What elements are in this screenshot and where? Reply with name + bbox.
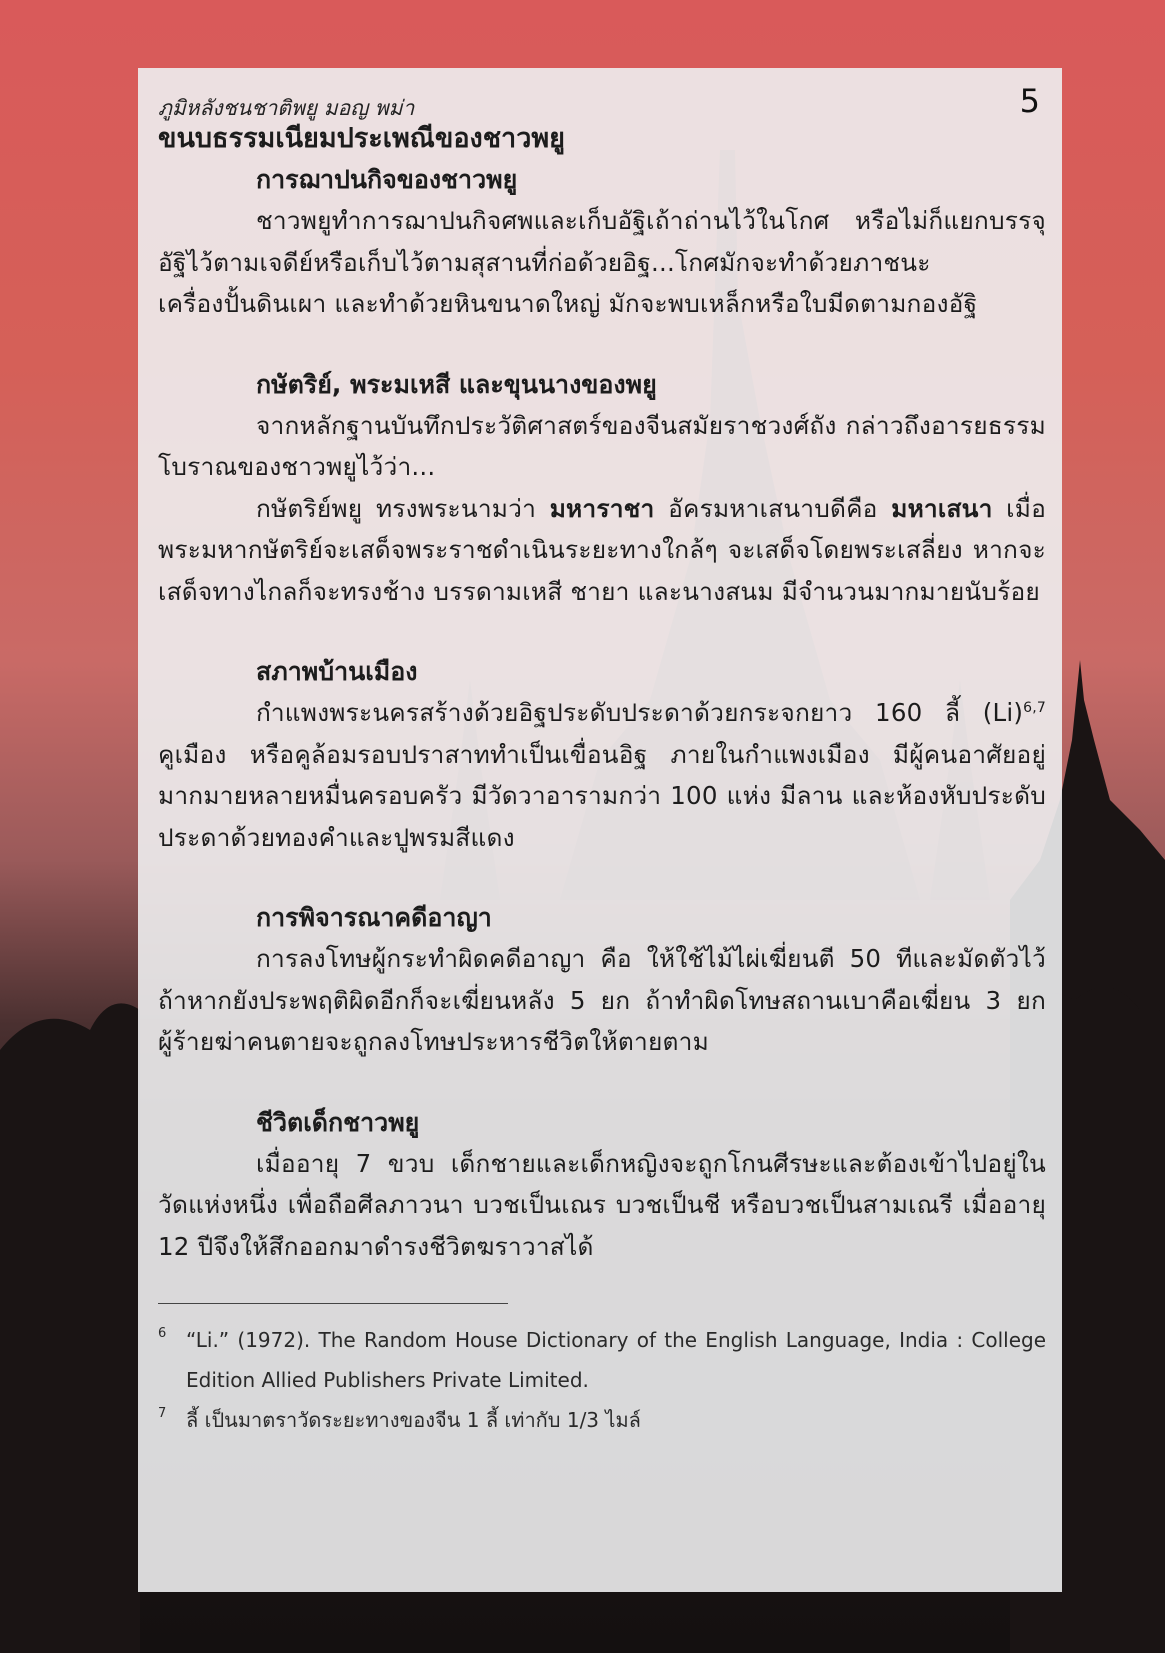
section-title-city: สภาพบ้านเมือง: [256, 657, 418, 686]
page-number: 5: [1019, 82, 1040, 120]
section-title-childhood: ชีวิตเด็กชาวพยู: [256, 1107, 420, 1137]
paragraph-royalty-titles: กษัตริย์พยู ทรงพระนามว่า มหาราชา อัครมหาเสนาบดีคือ มหาเสนา เมื่อพระมหากษัตริย์จะเสด็จพระราชดำเนินระยะทางใกล้ๆ จะเสด็จโดยพระเสลี่ยง หากจะเสด็จทางไกลก็จะทรงช้าง บรรดามเหสี ชายา และนางสนม มีจำนวนมากมายนับร้อย: [158, 493, 1046, 606]
footnote-7: [158, 1400, 1046, 1440]
footnote-6: [158, 1320, 1046, 1400]
paragraph-childhood: เมื่ออายุ 7 ขวบ เด็กชายและเด็กหญิงจะถูกโกนศีรษะและต้องเข้าไปอยู่ในวัดแห่งหนึ่ง เพื่อถือศีลภาวนา บวชเป็นเณร บวชเป็นชี หรือบวชเป็นสามเณรี เมื่ออายุ 12 ปีจึงให้สึกออกมาดำรงชีวิตฆราวาสได้: [158, 1148, 1046, 1261]
running-header: [158, 78, 1046, 118]
section-title-cremation: การฌาปนกิจของชาวพยู: [256, 165, 518, 194]
running-title: ภูมิหลังชนชาติพยู มอญ พม่า: [158, 96, 415, 120]
footnote-ref-6-7: 6,7: [1023, 699, 1046, 716]
footnote-mark: 6: [158, 1326, 167, 1341]
paragraph-city: กำแพงพระนครสร้างด้วยอิฐประดับประดาด้วยกระจกยาว 160 ลี้ $(Li)^{6,7}$ คูเมือง หรือคูล้อมรอบปราสาททำเป็นเขื่อนอิฐ ภายในกำแพงเมือง มีผู้คนอาศัยอยู่มากมายหลายหมื่นครอบครัว มีวัดวาอารามกว่า 100 แห่ง มีลาน และห้องหับประดับประดาด้วยทองคำและปูพรมสีแดง: [158, 698, 1046, 852]
chapter-title: ขนบธรรมเนียมประเพณีของชาวพยู: [158, 123, 565, 154]
term-maharaja: มหาราชา: [549, 493, 655, 523]
footnote-text: ลี้ เป็นมาตราวัดระยะทางของจีน 1 ลี้ เท่ากับ 1/3 ไมล์: [186, 1408, 641, 1432]
footnote-text: “Li.” (1972). The Random House Dictionary of the English Language, India : College Edition Allied Publishers Private Limited.: [186, 1328, 1046, 1392]
section-title-royalty: กษัตริย์, พระมเหสี และขุนนางของพยู: [256, 369, 657, 399]
section-title-criminal-trial: การพิจารณาคดีอาญา: [256, 903, 492, 932]
term-mahasena: มหาเสนา: [891, 493, 993, 523]
paragraph-cremation: ชาวพยูทำการฌาปนกิจศพและเก็บอัฐิเถ้าถ่านไว้ในโกศ หรือไม่ก็แยกบรรจุอัฐิไว้ตามเจดีย์หรือเก็บไว้ตามสุสานที่ก่อด้วยอิฐ...โกศมักจะทำด้วยภาชนะเครื่องปั้นดินเผา และทำด้วยหินขนาดใหญ่ มักจะพบเหล็กหรือใบมีดตามกองอัฐิ: [158, 206, 1046, 318]
footnote-mark: 7: [158, 1406, 167, 1421]
document-page: [138, 68, 1062, 1592]
footnote-divider: [158, 1303, 508, 1304]
paragraph-criminal-trial: การลงโทษผู้กระทำผิดคดีอาญา คือ ให้ใช้ไม้ไผ่เฆี่ยนตี 50 ทีและมัดตัวไว้ ถ้าหากยังประพฤติผิดอีกก็จะเฆี่ยนหลัง 5 ยก ถ้าทำผิดโทษสถานเบาคือเฆี่ยน 3 ยก ผู้ร้ายฆ่าคนตายจะถูกลงโทษประหารชีวิตให้ตายตาม: [158, 944, 1046, 1056]
paragraph-royalty-intro: จากหลักฐานบันทึกประวัติศาสตร์ของจีนสมัยราชวงศ์ถัง กล่าวถึงอารยธรรมโบราณของชาวพยูไว้ว่า...: [158, 410, 1046, 481]
